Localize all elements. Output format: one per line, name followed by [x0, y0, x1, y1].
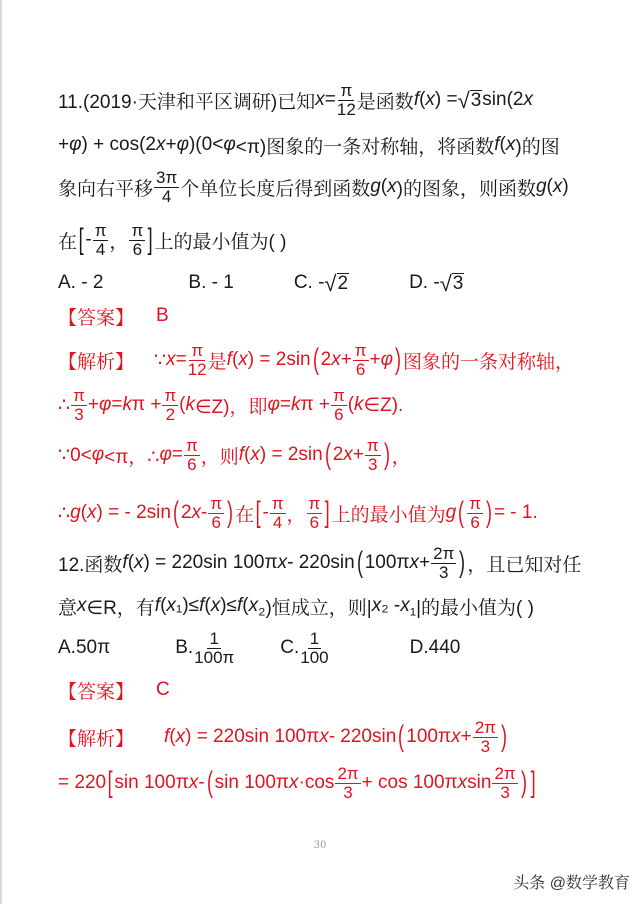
- math-variable: f: [164, 726, 170, 747]
- text: ) =: [434, 89, 458, 110]
- fraction: [300, 630, 328, 667]
- text: ): [562, 176, 569, 197]
- numerator: π: [340, 80, 353, 100]
- text: ) = 2sin: [247, 349, 311, 370]
- math-variable: f: [494, 134, 500, 155]
- text: 图象的一条对称轴，: [403, 351, 575, 373]
- bracket: (: [458, 496, 465, 529]
- math-variable: x: [289, 772, 299, 793]
- text: )≤: [220, 595, 237, 616]
- question-line: [58, 78, 600, 122]
- math-variable: x: [155, 134, 166, 155]
- math-variable: x: [371, 595, 382, 616]
- bracket: ): [485, 496, 492, 529]
- question-line: [58, 541, 600, 585]
- math-variable: f: [226, 349, 232, 370]
- text: 意: [58, 597, 78, 619]
- text: = 220: [58, 772, 107, 793]
- math-variable: x: [425, 89, 435, 110]
- text: 【解析】: [58, 351, 135, 373]
- text: B: [156, 305, 169, 326]
- math-variable: k: [185, 394, 195, 415]
- denominator: 3: [74, 404, 84, 424]
- text: (: [499, 134, 506, 155]
- text: 是函数: [356, 91, 414, 113]
- fraction: [208, 495, 224, 532]
- text: - 220sin: [328, 726, 397, 747]
- math-variable: x: [387, 176, 397, 197]
- fraction: [331, 387, 347, 424]
- bracket: ): [500, 720, 507, 753]
- bracket: [: [78, 223, 84, 256]
- numerator: π: [271, 493, 284, 513]
- text: 2: [180, 502, 192, 523]
- numerator: 1: [309, 628, 320, 648]
- text: ，且已知对任: [467, 554, 582, 576]
- text: (: [419, 89, 426, 110]
- text: sin 100π: [214, 772, 290, 793]
- question-line: [58, 218, 600, 262]
- numerator: 3π: [156, 167, 178, 187]
- text: 100π: [364, 552, 410, 573]
- math-variable: x: [451, 726, 461, 747]
- math-variable: g: [535, 176, 547, 197]
- text: 【解析】: [58, 728, 135, 750]
- fraction: [473, 719, 498, 756]
- text: sin 100π: [114, 772, 189, 793]
- text: (: [160, 595, 167, 616]
- bracket: (: [206, 766, 213, 799]
- page-number: 30: [313, 840, 327, 851]
- fraction: [431, 545, 456, 582]
- text: 是: [207, 351, 227, 373]
- numerator: π: [191, 340, 204, 360]
- math-variable: φ: [69, 134, 82, 155]
- solution-line: [58, 294, 600, 338]
- math-variable: f: [238, 444, 245, 465]
- solution-line: [58, 491, 600, 535]
- denominator: 6: [334, 404, 344, 424]
- denominator: 6: [355, 359, 366, 379]
- fraction: [337, 82, 356, 119]
- denominator: 3: [480, 736, 491, 756]
- math-variable: f: [154, 595, 161, 616]
- math-variable: k: [291, 394, 301, 415]
- math-variable: x: [248, 595, 259, 616]
- numerator: 2π: [474, 717, 496, 737]
- bracket: (: [398, 720, 405, 753]
- text: 11.(2019·天津和平区调研)已知: [58, 91, 316, 113]
- text: ∈Z).: [363, 394, 404, 416]
- math-variable: x: [505, 134, 516, 155]
- text: )(0<: [188, 134, 224, 155]
- text: ₂ -: [381, 595, 401, 616]
- math-variable: x: [87, 502, 97, 523]
- text: + cos 100π: [361, 772, 458, 793]
- text: ₁)≤: [175, 595, 200, 616]
- math-variable: x: [319, 726, 329, 747]
- bracket: ): [459, 546, 466, 579]
- numerator: π: [164, 385, 177, 405]
- text: ) = 220sin 100π: [143, 552, 278, 573]
- math-variable: x: [343, 444, 353, 465]
- fraction: [492, 765, 517, 802]
- fraction: [353, 342, 369, 379]
- text: C. -: [293, 272, 325, 293]
- text: (: [244, 444, 251, 465]
- text: 【答案】: [58, 681, 135, 703]
- math-variable: x: [315, 89, 325, 110]
- square-root: [457, 87, 483, 113]
- text: (: [204, 595, 211, 616]
- math-variable: x: [277, 552, 288, 573]
- text: (: [231, 349, 239, 370]
- bracket: [: [107, 766, 113, 799]
- fraction: [270, 495, 286, 532]
- math-variable: x: [175, 726, 186, 747]
- math-variable: φ: [223, 134, 236, 155]
- fraction: [154, 169, 179, 206]
- text: +: [369, 349, 381, 370]
- solution-line: [58, 433, 600, 477]
- fraction: [129, 222, 145, 259]
- text: <π，∴: [104, 446, 160, 468]
- denominator: 4: [272, 512, 283, 532]
- text: +: [340, 349, 352, 370]
- numerator: π: [210, 493, 223, 513]
- text: 【答案】: [58, 307, 135, 329]
- question-line: [58, 584, 600, 628]
- question-line: [58, 626, 600, 670]
- math-variable: x: [134, 552, 144, 573]
- text: 上的最小值为: [331, 504, 446, 526]
- denominator: 3: [343, 782, 353, 802]
- text: 2: [320, 349, 332, 370]
- radical-icon: √: [457, 87, 470, 113]
- numerator: π: [366, 435, 379, 455]
- denominator: 12: [336, 99, 356, 119]
- bracket: [: [255, 496, 261, 529]
- bracket: (: [172, 496, 179, 529]
- math-variable: x: [523, 89, 533, 110]
- math-variable: x: [77, 595, 87, 616]
- text: ，: [286, 504, 306, 526]
- text: C.: [280, 637, 300, 658]
- text: ∵0<: [58, 444, 92, 466]
- math-variable: φ: [176, 134, 189, 155]
- math-variable: x: [191, 502, 202, 523]
- denominator: 3: [368, 454, 378, 474]
- text: +: [460, 726, 472, 747]
- text: π +: [131, 394, 162, 415]
- fraction: [307, 495, 323, 532]
- radical-icon: √: [439, 270, 452, 296]
- bracket: (: [312, 343, 319, 376]
- text: 象向右平移: [58, 178, 154, 200]
- text: ，: [391, 446, 411, 468]
- text: π +: [300, 394, 330, 415]
- bracket: ]: [147, 223, 153, 256]
- text: D. -: [409, 272, 440, 293]
- math-variable: k: [122, 394, 132, 415]
- bracket: (: [356, 546, 363, 579]
- text: ∴: [58, 502, 71, 524]
- math-variable: k: [354, 394, 364, 415]
- text: +: [352, 444, 364, 465]
- text: ∈R，有: [86, 597, 155, 619]
- text: +: [165, 134, 177, 155]
- denominator: 3: [500, 782, 510, 802]
- text: ∵: [154, 349, 167, 371]
- denominator: 100: [300, 647, 329, 667]
- text: -: [85, 229, 92, 250]
- numerator: 2π: [494, 763, 516, 783]
- text: +: [419, 552, 431, 573]
- numerator: π: [354, 340, 367, 360]
- square-root: [324, 270, 349, 296]
- solution-line: [58, 715, 600, 759]
- text: =: [324, 89, 336, 110]
- radical-icon: √: [324, 270, 337, 296]
- math-variable: x: [238, 349, 248, 370]
- fraction: [188, 342, 207, 379]
- numerator: 2π: [433, 543, 455, 563]
- bracket: ): [383, 438, 390, 471]
- text: B.: [175, 637, 194, 658]
- question-line: [58, 165, 600, 209]
- text: -: [201, 502, 208, 523]
- bracket: (: [324, 438, 331, 471]
- text: (: [169, 726, 176, 747]
- denominator: 2: [165, 404, 176, 424]
- bracket: ): [395, 343, 402, 376]
- math-variable: φ: [98, 394, 112, 415]
- denominator: 3: [438, 562, 449, 582]
- text: ∴: [58, 394, 71, 416]
- text: 12.函数: [58, 554, 123, 576]
- denominator: 12: [187, 359, 207, 379]
- page-edge: [0, 0, 2, 904]
- text: +: [58, 134, 70, 155]
- denominator: 6: [187, 454, 197, 474]
- text: ) = 2sin: [259, 444, 323, 465]
- text: )的图象，则函数: [396, 178, 536, 200]
- math-variable: x: [400, 595, 410, 616]
- solution-line: [58, 383, 600, 427]
- solution-line: [58, 338, 600, 382]
- solution-line: [58, 761, 600, 805]
- numerator: π: [332, 385, 345, 405]
- text: ，则: [200, 446, 239, 468]
- text: ) + cos(2: [81, 134, 156, 155]
- text: -: [262, 502, 269, 523]
- text: ，: [109, 231, 129, 253]
- fraction: [335, 765, 360, 802]
- text: 个单位长度后得到函数: [180, 178, 371, 200]
- math-variable: φ: [91, 444, 105, 465]
- numerator: 1: [209, 628, 219, 648]
- text: (: [179, 394, 186, 415]
- question-line: [58, 123, 600, 167]
- math-variable: x: [166, 349, 176, 370]
- denominator: 6: [132, 239, 143, 259]
- math-variable: x: [409, 552, 420, 573]
- fraction: [467, 495, 483, 532]
- radicand: 3: [470, 89, 482, 111]
- text: ) = - 2sin: [96, 502, 171, 523]
- bracket: ): [227, 496, 234, 529]
- math-variable: x: [250, 444, 260, 465]
- math-variable: g: [445, 502, 457, 523]
- fraction: [365, 437, 381, 474]
- watermark: 头条 @数学教育: [513, 875, 630, 892]
- math-variable: φ: [159, 444, 172, 465]
- text: -: [198, 772, 205, 793]
- radicand: 2: [337, 272, 349, 294]
- fraction: [194, 630, 234, 667]
- text: (: [546, 176, 553, 197]
- fraction: [71, 387, 87, 424]
- math-variable: f: [122, 552, 128, 573]
- radicand: 3: [452, 272, 464, 294]
- math-variable: φ: [267, 394, 280, 415]
- text: ) = 220sin 100π: [185, 726, 320, 747]
- math-variable: x: [331, 349, 341, 370]
- text: A.50π: [58, 637, 111, 658]
- bracket: ): [520, 766, 527, 799]
- fraction: [184, 437, 200, 474]
- text: D.440: [409, 637, 461, 658]
- text: (: [127, 552, 135, 573]
- text: ₁|的最小值为( ): [409, 597, 534, 619]
- denominator: 6: [309, 512, 320, 532]
- math-variable: x: [552, 176, 563, 197]
- denominator: 100π: [194, 647, 235, 667]
- text: 在: [58, 231, 78, 253]
- text: 在: [235, 504, 255, 526]
- numerator: π: [308, 493, 321, 513]
- text: A. - 2: [58, 272, 104, 293]
- text: =: [111, 394, 123, 415]
- text: sin(2: [482, 89, 524, 110]
- math-variable: g: [370, 176, 381, 197]
- math-variable: x: [210, 595, 221, 616]
- denominator: 4: [95, 239, 106, 259]
- numerator: π: [131, 220, 144, 240]
- solution-line: [58, 668, 600, 712]
- text: =: [175, 349, 187, 370]
- text: B. - 1: [188, 272, 234, 293]
- square-root: [439, 270, 465, 296]
- numerator: π: [469, 493, 481, 513]
- numerator: π: [73, 385, 85, 405]
- text: C: [156, 679, 170, 700]
- text: ∈Z)，即: [195, 396, 268, 418]
- math-variable: g: [70, 502, 81, 523]
- text: ·cos: [298, 772, 335, 793]
- numerator: π: [94, 220, 107, 240]
- math-variable: x: [188, 772, 199, 793]
- text: +: [87, 394, 99, 415]
- text: (: [242, 595, 249, 616]
- text: <π)图象的一条对称轴，将函数: [235, 136, 495, 158]
- bracket: ]: [530, 766, 536, 799]
- denominator: 4: [161, 186, 172, 206]
- text: 上的最小值为( ): [154, 231, 287, 253]
- math-variable: f: [199, 595, 205, 616]
- text: )的图: [515, 136, 560, 158]
- text: (: [347, 394, 355, 415]
- numerator: π: [185, 435, 198, 455]
- text: - 220sin: [287, 552, 355, 573]
- text: =: [171, 444, 183, 465]
- math-variable: x: [457, 772, 468, 793]
- text: sin: [467, 772, 492, 793]
- math-variable: f: [413, 89, 420, 110]
- denominator: 6: [211, 512, 221, 532]
- math-variable: x: [166, 595, 176, 616]
- fraction: [93, 222, 109, 259]
- denominator: 6: [470, 512, 480, 532]
- fraction: [162, 387, 178, 424]
- math-variable: φ: [380, 349, 394, 370]
- bracket: ]: [324, 496, 330, 529]
- text: =: [279, 394, 291, 415]
- text: (: [380, 176, 388, 197]
- numerator: 2π: [337, 763, 359, 783]
- text: 100π: [406, 726, 452, 747]
- text: 2: [332, 444, 344, 465]
- text: (: [80, 502, 87, 523]
- text: = - 1.: [493, 502, 538, 523]
- math-variable: f: [236, 595, 243, 616]
- text: ₂)恒成立，则|: [258, 597, 372, 619]
